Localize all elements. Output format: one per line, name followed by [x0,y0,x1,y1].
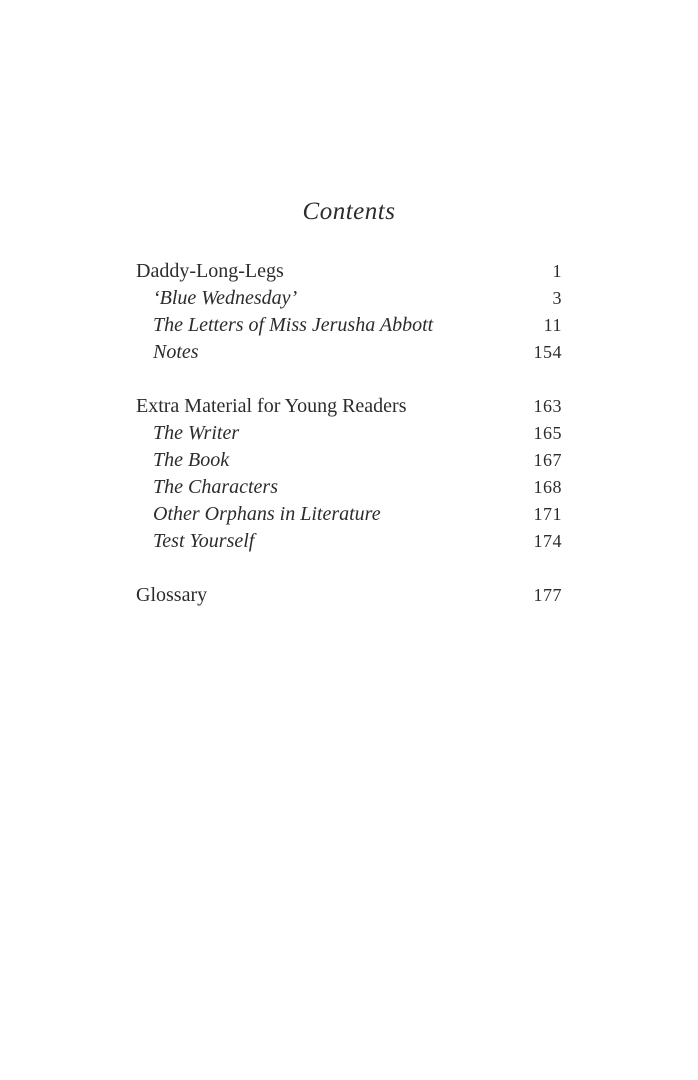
toc-section-daddy-long-legs [136,258,562,366]
toc-subentry-label: Other Orphans in Literature [153,503,381,525]
toc-subentry[interactable] [136,285,562,312]
toc-section-extra-material [136,393,562,555]
toc-entry-label: Daddy-Long-Legs [136,260,284,282]
toc-subentry-label: Notes [153,341,199,363]
toc-entry-label: Glossary [136,584,208,606]
toc-subentry[interactable] [136,447,562,474]
page-title: Contents [302,198,396,225]
toc-subentry-page: 154 [533,342,562,362]
toc-subentry[interactable] [136,501,562,528]
toc-section-glossary [136,582,562,609]
toc-subentry[interactable] [136,339,562,366]
toc-entry-page: 177 [533,585,562,605]
toc-entry-page: 1 [552,261,562,281]
table-of-contents [136,258,562,636]
toc-subentry-label: The Writer [153,422,240,444]
toc-subentry-page: 11 [543,315,562,335]
toc-entry[interactable] [136,582,562,609]
toc-subentry-page: 167 [533,450,562,470]
toc-subentry-label: The Book [153,449,230,471]
toc-subentry-page: 171 [533,504,562,524]
toc-subentry[interactable] [136,420,562,447]
toc-subentry-label: Test Yourself [153,530,255,552]
toc-entry[interactable] [136,258,562,285]
toc-entry-page: 163 [533,396,562,416]
toc-subentry-page: 174 [533,531,562,551]
toc-subentry[interactable] [136,312,562,339]
toc-subentry-label: ‘Blue Wednesday’ [153,287,298,309]
toc-subentry-page: 3 [552,288,562,308]
toc-subentry[interactable] [136,474,562,501]
toc-subentry-page: 165 [533,423,562,443]
toc-subentry-label: The Characters [153,476,278,498]
toc-entry[interactable] [136,393,562,420]
toc-entry-label: Extra Material for Young Readers [136,395,407,417]
toc-subentry[interactable] [136,528,562,555]
toc-subentry-label: The Letters of Miss Jerusha Abbott [153,314,434,336]
toc-subentry-page: 168 [533,477,562,497]
